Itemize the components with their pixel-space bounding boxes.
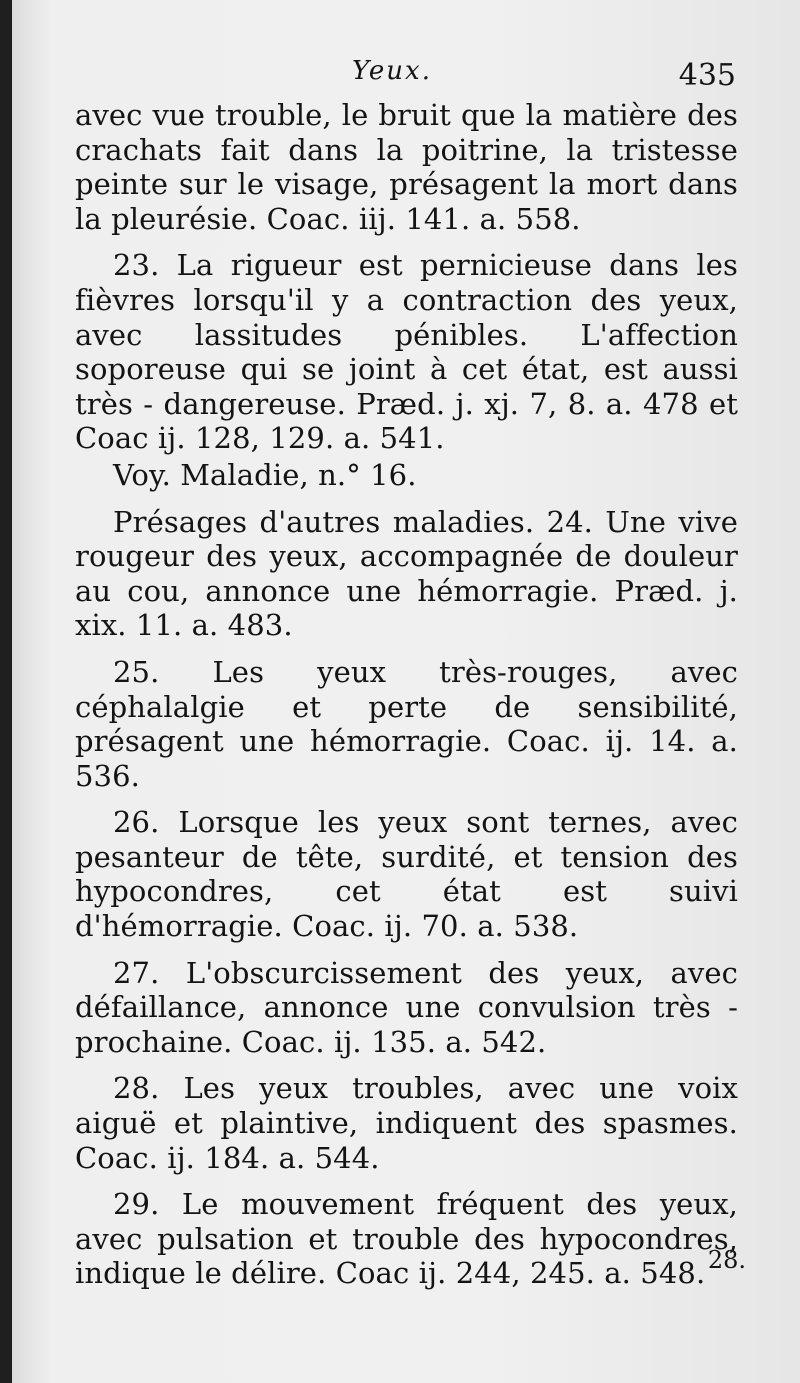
cross-reference: Voy. Maladie, n.° 16. xyxy=(113,457,417,492)
running-head xyxy=(74,56,736,96)
paragraph-23: 23. La rigueur est pernicieuse dans les fièvres lorsqu'il y a contraction des yeux, avec lassitudes pénibles. L'affection soporeuse qui se joint à cet état, est aussi très - dangereuse. Præd. j. xj. 7, 8. a. 478 et Coac ij. 128, 129. a. 541. xyxy=(75,248,738,456)
page-number: 435 xyxy=(678,58,736,93)
paragraph-24: Présages d'autres maladies. 24. Une vive rougeur des yeux, accompagnée de douleur au cou, annonce une hémorragie. Præd. j. xix. 11. a. 483. xyxy=(75,504,738,643)
running-title: Yeux. xyxy=(352,56,432,86)
paragraph-29: 29. Le mouvement fréquent des yeux, avec pulsation et trouble des hypocondres, indique le délire. Coac ij. 244, 245. a. 548. xyxy=(75,1187,738,1291)
book-page xyxy=(12,0,800,1383)
paragraph-continuation: avec vue trouble, le bruit que la matière des crachats fait dans la poitrine, la tristesse peinte sur le visage, présagent la mort dans la pleurésie. Coac. iij. 141. a. 558. xyxy=(75,98,738,236)
paragraph-25: 25. Les yeux très-rouges, avec céphalalgie et perte de sensibilité, présagent une hémorragie. Coac. ij. 14. a. 536. xyxy=(75,654,738,793)
paragraph-27: 27. L'obscurcissement des yeux, avec défaillance, annonce une convulsion très - prochaine. Coac. ij. 135. a. 542. xyxy=(75,955,738,1059)
catchword: 28. xyxy=(707,1246,746,1274)
page-body xyxy=(75,98,738,1291)
paragraph-28: 28. Les yeux troubles, avec une voix aiguë et plaintive, indiquent des spasmes. Coac. ij. 184. a. 544. xyxy=(75,1071,738,1175)
paragraph-26: 26. Lorsque les yeux sont ternes, avec pesanteur de tête, surdité, et tension des hypocondres, cet état est suivi d'hémorragie. Coac. ij. 70. a. 538. xyxy=(75,805,738,944)
